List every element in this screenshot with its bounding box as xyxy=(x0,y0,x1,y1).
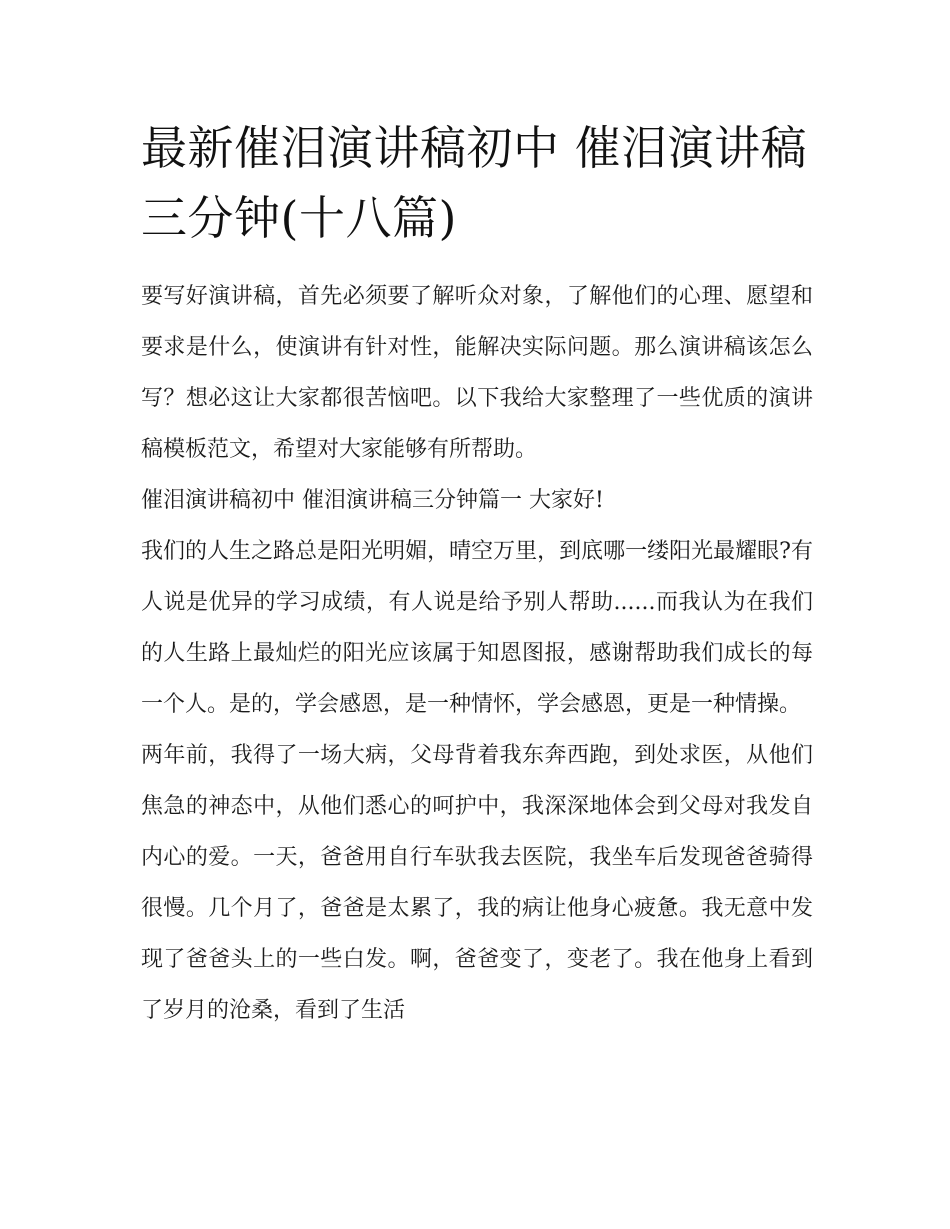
paragraph-section-heading: 催泪演讲稿初中 催泪演讲稿三分钟篇一 大家好! xyxy=(141,488,604,513)
document-title: 最新催泪演讲稿初中 催泪演讲稿三分钟(十八篇) xyxy=(141,121,808,245)
paragraph-illness-story: 两年前，我得了一场大病，父母背着我东奔西跑，到处求医，从他们焦急的神态中，从他们悉心的呵护中，我深深地体会到父母对我发自内心的爱。一天，爸爸用自行车驮我去医院，我坐车后发现爸爸骑得很慢。几个月了，爸爸是太累了，我的病让他身心疲惫。我无意中发现了爸爸头上的一些白发。啊，爸爸变了，变老了。我在他身上看到了岁月的沧桑，看到了生活 xyxy=(141,743,813,1023)
document-content xyxy=(141,113,813,1036)
paragraph-intro: 要写好演讲稿，首先必须要了解听众对象，了解他们的心理、愿望和要求是什么，使演讲有针对性，能解决实际问题。那么演讲稿该怎么写？想必这让大家都很苦恼吧。以下我给大家整理了一些优质的演讲稿模板范文，希望对大家能够有所帮助。 xyxy=(141,284,813,462)
document-body xyxy=(141,271,813,1036)
paragraph-gratitude: 我们的人生之路总是阳光明媚，晴空万里，到底哪一缕阳光最耀眼?有人说是优异的学习成绩，有人说是给予别人帮助......而我认为在我们的人生路上最灿烂的阳光应该属于知恩图报，感谢帮助我们成长的每一个人。是的，学会感恩，是一种情怀，学会感恩，更是一种情操。 xyxy=(141,539,813,717)
